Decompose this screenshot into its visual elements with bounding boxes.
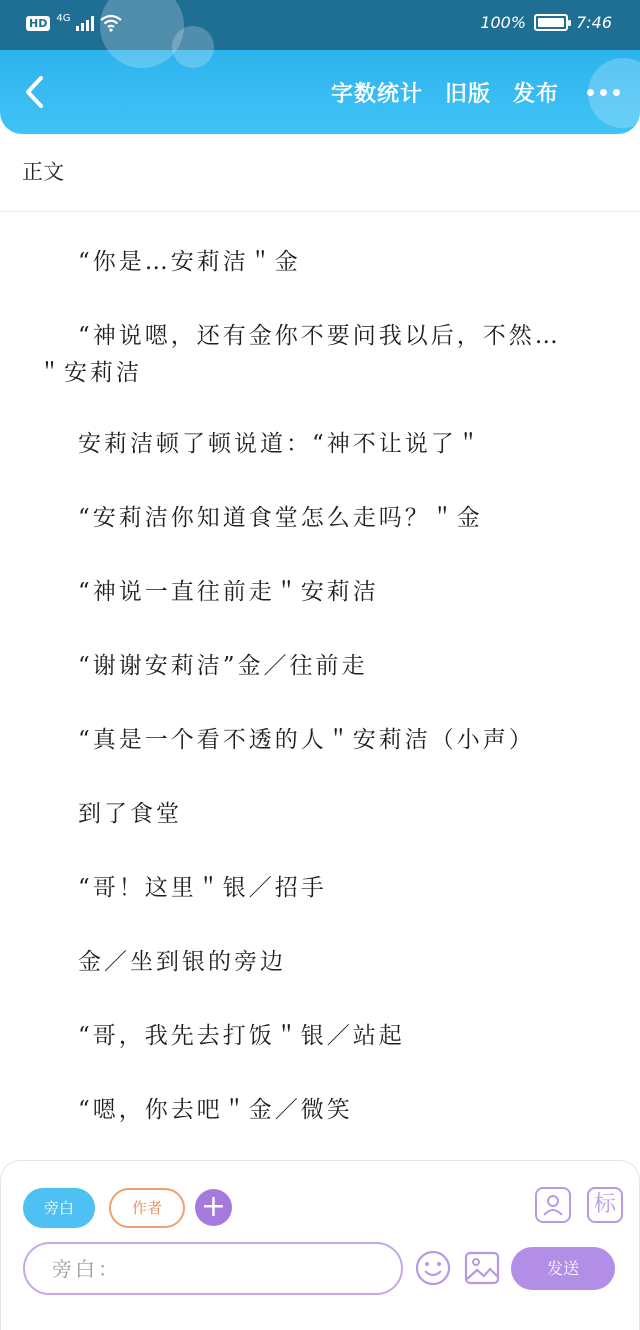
signal-icon	[76, 15, 94, 31]
story-paragraph[interactable]: “嗯，你去吧＂金／微笑	[78, 1097, 353, 1123]
app-bar	[0, 50, 640, 134]
battery-icon	[534, 14, 568, 31]
composer-panel	[0, 1160, 640, 1330]
character-card-button[interactable]	[535, 1187, 571, 1223]
plus-icon: +	[200, 1189, 227, 1224]
section-title: 正文	[0, 134, 640, 212]
old-version-button[interactable]: 旧版	[444, 80, 491, 107]
story-paragraph[interactable]: “神说一直往前走＂安莉洁	[78, 579, 379, 605]
story-paragraph[interactable]: “真是一个看不透的人＂安莉洁（小声）	[78, 727, 535, 753]
more-horizontal-icon	[587, 89, 594, 96]
status-left	[26, 14, 122, 32]
publish-button[interactable]: 发布	[512, 80, 559, 107]
battery-fill	[538, 18, 564, 27]
story-paragraph[interactable]: “哥，我先去打饭＂银／站起	[78, 1023, 405, 1049]
more-button[interactable]	[581, 89, 620, 96]
word-count-button[interactable]: 字数统计	[330, 80, 423, 107]
header	[0, 0, 640, 134]
story-paragraph[interactable]: 安莉洁顿了顿说道：“神不让说了＂	[78, 431, 483, 457]
image-icon	[463, 1249, 501, 1287]
network-type: 4G	[56, 12, 71, 24]
wifi-icon	[100, 14, 122, 32]
story-paragraph[interactable]: “安莉洁你知道食堂怎么走吗？＂金	[78, 505, 483, 531]
emoji-button[interactable]	[414, 1249, 452, 1287]
add-role-button[interactable]	[195, 1189, 232, 1226]
story-paragraph[interactable]: 到了食堂	[78, 801, 182, 827]
message-input[interactable]	[52, 1244, 401, 1293]
back-button[interactable]	[16, 72, 56, 112]
person-card-icon	[537, 1189, 569, 1221]
story-paragraph[interactable]: “哥！这里＂银／招手	[78, 875, 327, 901]
story-paragraph[interactable]: 金／坐到银的旁边	[78, 949, 286, 975]
app-bar-actions	[331, 50, 620, 134]
battery-percent: 100%	[480, 13, 527, 32]
clock: 7:46	[576, 13, 612, 32]
image-button[interactable]	[463, 1249, 501, 1287]
story-paragraph[interactable]: “神说嗯，还有金你不要问我以后，不然…＂安莉洁	[38, 323, 561, 386]
mark-button[interactable]: 标	[587, 1187, 623, 1223]
status-right	[480, 13, 612, 32]
send-button[interactable]: 发送	[511, 1247, 615, 1290]
hd-icon: HD	[26, 16, 50, 31]
story-paragraph[interactable]: “谢谢安莉洁”金／往前走	[78, 653, 368, 679]
story-paragraph[interactable]: “你是…安莉洁＂金	[78, 249, 301, 275]
chevron-left-icon	[16, 72, 56, 112]
message-input-wrap	[23, 1242, 403, 1295]
emoji-icon	[414, 1249, 452, 1287]
role-narration-tag[interactable]: 旁白	[23, 1188, 95, 1228]
role-author-tag[interactable]: 作者	[109, 1188, 185, 1228]
